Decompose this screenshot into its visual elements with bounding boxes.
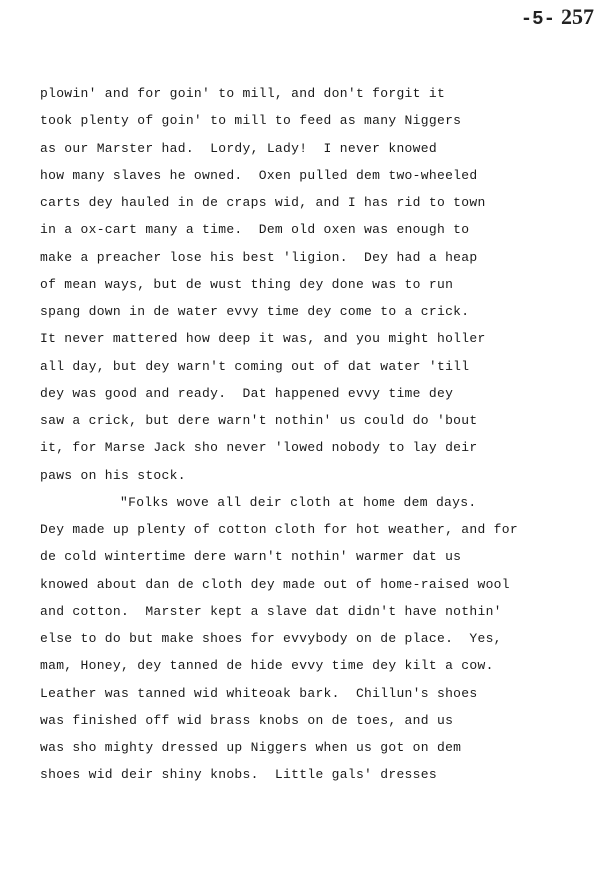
text-line: knowed about dan de cloth dey made out of home-raised wool bbox=[40, 576, 510, 592]
text-line: carts dey hauled in de craps wid, and I has rid to town bbox=[40, 195, 486, 210]
text-line: was sho mighty dressed up Niggers when us got on dem bbox=[40, 740, 462, 755]
text-line: It never mattered how deep it was, and you might holler bbox=[40, 331, 486, 347]
text-line: as our Marster had. Lordy, Lady! I never knowed bbox=[40, 140, 437, 156]
text-line: of mean ways, but de wust thing dey done was to run bbox=[40, 276, 454, 292]
text-line: make a preacher lose his best 'ligion. Dey had a heap bbox=[40, 249, 478, 265]
text-line: mam, Honey, dey tanned de hide evvy time dey kilt a cow. bbox=[40, 658, 494, 674]
text-line: else to do but make shoes for evvybody on de place. Yes, bbox=[40, 631, 502, 646]
document-body bbox=[40, 80, 590, 789]
paragraph-2 bbox=[40, 489, 590, 789]
text-line: plowin' and for goin' to mill, and don't forgit it bbox=[40, 86, 446, 101]
page-header bbox=[521, 4, 594, 30]
text-line: was finished off wid brass knobs on de toes, and us bbox=[40, 712, 454, 728]
text-line: shoes wid deir shiny knobs. Little gals' dresses bbox=[40, 767, 437, 783]
text-line: Leather was tanned wid whiteoak bark. Chillun's shoes bbox=[40, 685, 478, 701]
text-line: de cold wintertime dere warn't nothin' warmer dat us bbox=[40, 549, 462, 565]
text-line: dey was good and ready. Dat happened evvy time dey bbox=[40, 385, 454, 401]
text-line: and cotton. Marster kept a slave dat didn't have nothin' bbox=[40, 603, 502, 619]
text-line: paws on his stock. bbox=[40, 467, 186, 483]
paragraph-1 bbox=[40, 80, 590, 489]
text-line: in a ox-cart many a time. Dem old oxen was enough to bbox=[40, 222, 470, 238]
paragraph-opening-line: "Folks wove all deir cloth at home dem days. bbox=[120, 494, 477, 510]
text-line: saw a crick, but dere warn't nothin' us could do 'bout bbox=[40, 413, 478, 428]
section-marker: -5- bbox=[520, 8, 555, 30]
text-line: how many slaves he owned. Oxen pulled dem two-wheeled bbox=[40, 167, 478, 183]
text-line: took plenty of goin' to mill to feed as many Niggers bbox=[40, 113, 462, 129]
text-line: it, for Marse Jack sho never 'lowed nobody to lay deir bbox=[40, 440, 478, 456]
text-line: all day, but dey warn't coming out of dat water 'till bbox=[40, 358, 470, 374]
page-number-stamp: 257 bbox=[561, 4, 594, 29]
text-line: Dey made up plenty of cotton cloth for hot weather, and for bbox=[40, 522, 518, 537]
text-line: spang down in de water evvy time dey come to a crick. bbox=[40, 304, 470, 319]
